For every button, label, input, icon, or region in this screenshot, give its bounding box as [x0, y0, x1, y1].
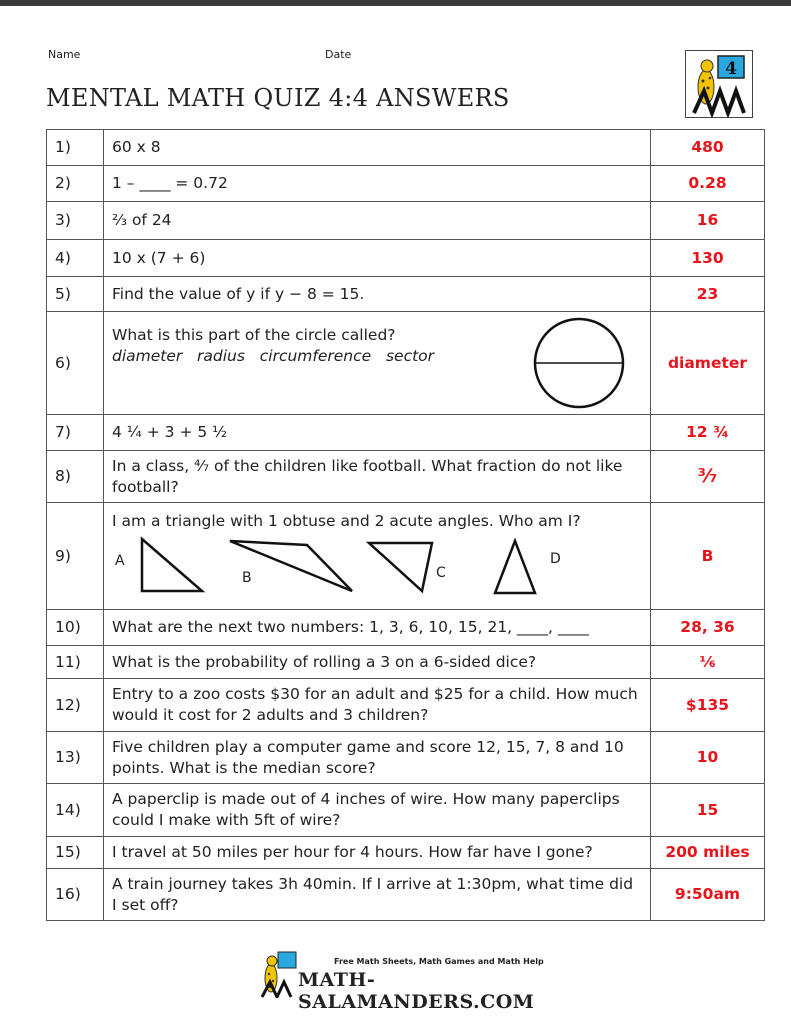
triangle-label-d: D	[550, 551, 561, 568]
question-text: ⅔ of 24	[104, 202, 651, 240]
question-number: 16)	[47, 869, 104, 921]
answer-cell: 130	[651, 240, 765, 277]
answer-cell: 16	[651, 202, 765, 240]
table-row	[47, 202, 765, 240]
table-row	[47, 646, 765, 679]
table-row	[47, 451, 765, 503]
answer-cell: ⅙	[651, 646, 765, 679]
table-row	[47, 277, 765, 312]
table-row	[47, 679, 765, 732]
question-number: 13)	[47, 732, 104, 784]
footer-brand: MATH-SALAMANDERS.COM	[298, 969, 535, 1013]
answer-options: diameter radius circumference sector	[112, 347, 435, 365]
question-text: What is the probability of rolling a 3 on a 6-sided dice?	[104, 646, 651, 679]
answer-cell: 23	[651, 277, 765, 312]
question-text: What are the next two numbers: 1, 3, 6, 10, 15, 21, ____, ____	[104, 610, 651, 646]
triangle-c	[369, 543, 432, 591]
table-row	[47, 732, 765, 784]
answer-cell: 28, 36	[651, 610, 765, 646]
question-text: I travel at 50 miles per hour for 4 hours. How far have I gone?	[104, 837, 651, 869]
question-text: In a class, ⁴⁄₇ of the children like football. What fraction do not like football?	[104, 451, 651, 503]
question-text: I am a triangle with 1 obtuse and 2 acute angles. Who am I?	[112, 511, 581, 530]
question-text: 4 ¼ + 3 + 5 ½	[104, 415, 651, 451]
question-text: 1 – ____ = 0.72	[104, 166, 651, 202]
name-label: Name	[48, 48, 81, 61]
question-number: 3)	[47, 202, 104, 240]
table-row	[47, 130, 765, 166]
question-number: 6)	[47, 312, 104, 415]
answer-cell: 12 ¾	[651, 415, 765, 451]
answer-cell: ³⁄₇	[651, 451, 765, 503]
table-row	[47, 784, 765, 837]
question-number: 5)	[47, 277, 104, 312]
answer-cell: 480	[651, 130, 765, 166]
question-number: 1)	[47, 130, 104, 166]
page-title: MENTAL MATH QUIZ 4:4 ANSWERS	[46, 84, 510, 112]
table-row	[47, 240, 765, 277]
table-row	[47, 503, 765, 610]
site-footer	[258, 950, 558, 1013]
question-text: A train journey takes 3h 40min. If I arrive at 1:30pm, what time did I set off?	[104, 869, 651, 921]
triangle-label-c: C	[436, 565, 446, 582]
question-number: 11)	[47, 646, 104, 679]
answer-cell: $135	[651, 679, 765, 732]
answer-cell: 9:50am	[651, 869, 765, 921]
table-row	[47, 610, 765, 646]
answer-cell: 15	[651, 784, 765, 837]
question-text: What is this part of the circle called?	[112, 326, 396, 345]
footer-tagline: Free Math Sheets, Math Games and Math Help	[334, 957, 544, 966]
question-text: A paperclip is made out of 4 inches of wire. How many paperclips could I make with 5ft of wire?	[104, 784, 651, 837]
triangle-a	[142, 539, 202, 591]
table-row	[47, 415, 765, 451]
question-number: 2)	[47, 166, 104, 202]
question-number: 15)	[47, 837, 104, 869]
table-row	[47, 312, 765, 415]
answer-cell: 200 miles	[651, 837, 765, 869]
triangle-label-b: B	[242, 570, 252, 587]
question-cell	[104, 503, 651, 610]
salamander-logo	[685, 50, 753, 118]
question-text: 60 x 8	[104, 130, 651, 166]
question-text: Find the value of y if y − 8 = 15.	[104, 277, 651, 312]
table-row	[47, 166, 765, 202]
question-number: 12)	[47, 679, 104, 732]
question-number: 14)	[47, 784, 104, 837]
answer-cell: B	[651, 503, 765, 610]
date-label: Date	[325, 48, 352, 61]
question-text: Five children play a computer game and score 12, 15, 7, 8 and 10 points. What is the median score?	[104, 732, 651, 784]
table-row	[47, 869, 765, 921]
table-row	[47, 837, 765, 869]
salamander-logo-icon	[686, 51, 752, 117]
answer-cell: 0.28	[651, 166, 765, 202]
top-rule	[0, 0, 791, 6]
logo-grade: 4	[725, 59, 737, 79]
circle-diameter-figure	[531, 316, 627, 410]
question-number: 7)	[47, 415, 104, 451]
question-text: 10 x (7 + 6)	[104, 240, 651, 277]
triangle-figures	[112, 535, 642, 601]
triangle-label-a: A	[115, 553, 125, 570]
question-number: 9)	[47, 503, 104, 610]
answer-cell: diameter	[651, 312, 765, 415]
question-text: Entry to a zoo costs $30 for an adult and $25 for a child. How much would it cost for 2 adults and 3 children?	[104, 679, 651, 732]
question-number: 4)	[47, 240, 104, 277]
question-number: 8)	[47, 451, 104, 503]
salamander-footer-icon	[258, 950, 298, 998]
triangle-figures-drawing	[112, 535, 612, 601]
answer-cell: 10	[651, 732, 765, 784]
question-cell	[104, 312, 651, 415]
question-number: 10)	[47, 610, 104, 646]
triangle-d	[495, 541, 535, 593]
quiz-table	[46, 129, 765, 921]
